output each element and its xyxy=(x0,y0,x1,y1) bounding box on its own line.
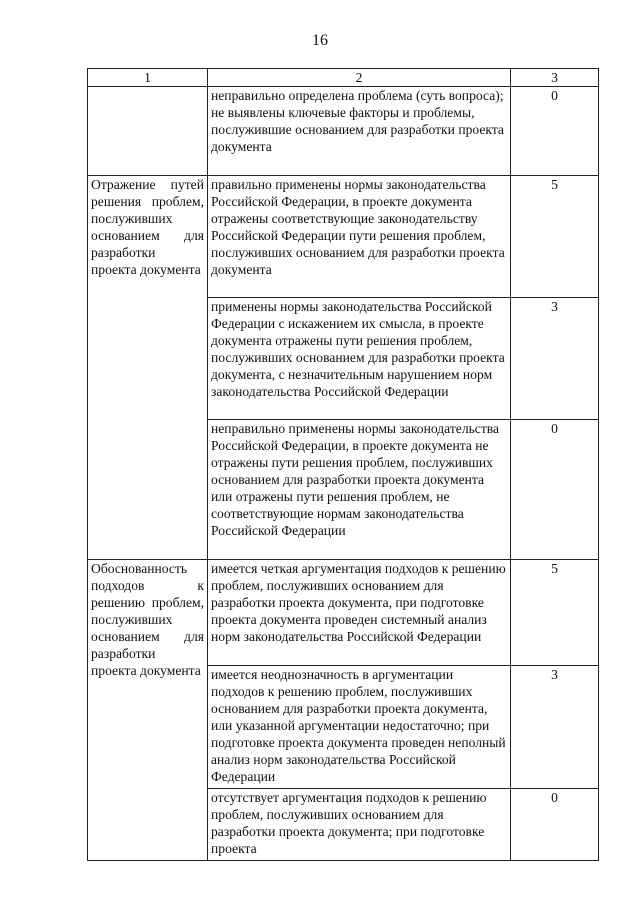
column-header-2: 2 xyxy=(208,69,511,87)
description-cell: имеется четкая аргументация подходов к решению проблем, послуживших основанием для разработки проекта документа, при подготовке проекта документа проведен системный анализ норм законодательства Российской Федерации xyxy=(208,560,511,666)
description-cell: правильно применены нормы законодательства Российской Федерации, в проекте документа отражены соответствующие законодательству Российской Федерации пути решения проблем, послуживших основанием для разработки проекта документа xyxy=(208,176,511,298)
table-header-row xyxy=(88,69,599,87)
criteria-table xyxy=(87,68,599,861)
score-cell: 0 xyxy=(511,420,599,560)
score-cell: 5 xyxy=(511,560,599,666)
criterion-cell: Отражение путей решения проблем, послуживших основанием для разработки проекта документа xyxy=(88,176,208,560)
description-cell: неправильно определена проблема (суть вопроса); не выявлены ключевые факторы и проблемы, послужившие основанием для разработки проекта документа xyxy=(208,87,511,176)
description-cell: неправильно применены нормы законодательства Российской Федерации, в проекте документа не отражены пути решения проблем, послуживших основанием для разработки проекта документа или отражены пути решения проблем, не соответствующие нормам законодательства Российской Федерации xyxy=(208,420,511,560)
page-number: 16 xyxy=(312,32,328,49)
table-row xyxy=(88,176,599,298)
score-cell: 3 xyxy=(511,298,599,420)
score-cell: 3 xyxy=(511,666,599,789)
column-header-3: 3 xyxy=(511,69,599,87)
description-cell: имеется неоднозначность в аргументации подходов к решению проблем, послуживших основанием для разработки проекта документа, или указанной аргументации недостаточно; при подготовке проекта документа проведен неполный анализ норм законодательства Российской Федерации xyxy=(208,666,511,789)
description-cell: отсутствует аргументация подходов к решению проблем, послуживших основанием для разработки проекта документа; при подготовке проекта xyxy=(208,789,511,861)
table-row xyxy=(88,560,599,666)
score-cell: 0 xyxy=(511,789,599,861)
criterion-cell: Обоснованность подходов к решению проблем, послуживших основанием для разработки проекта документа xyxy=(88,560,208,861)
criterion-cell xyxy=(88,87,208,176)
score-cell: 5 xyxy=(511,176,599,298)
score-cell: 0 xyxy=(511,87,599,176)
table-row xyxy=(88,87,599,176)
column-header-1: 1 xyxy=(88,69,208,87)
description-cell: применены нормы законодательства Российской Федерации с искажением их смысла, в проекте документа отражены пути решения проблем, послуживших основанием для разработки проекта документа, с незначительным нарушением норм законодательства Российской Федерации xyxy=(208,298,511,420)
